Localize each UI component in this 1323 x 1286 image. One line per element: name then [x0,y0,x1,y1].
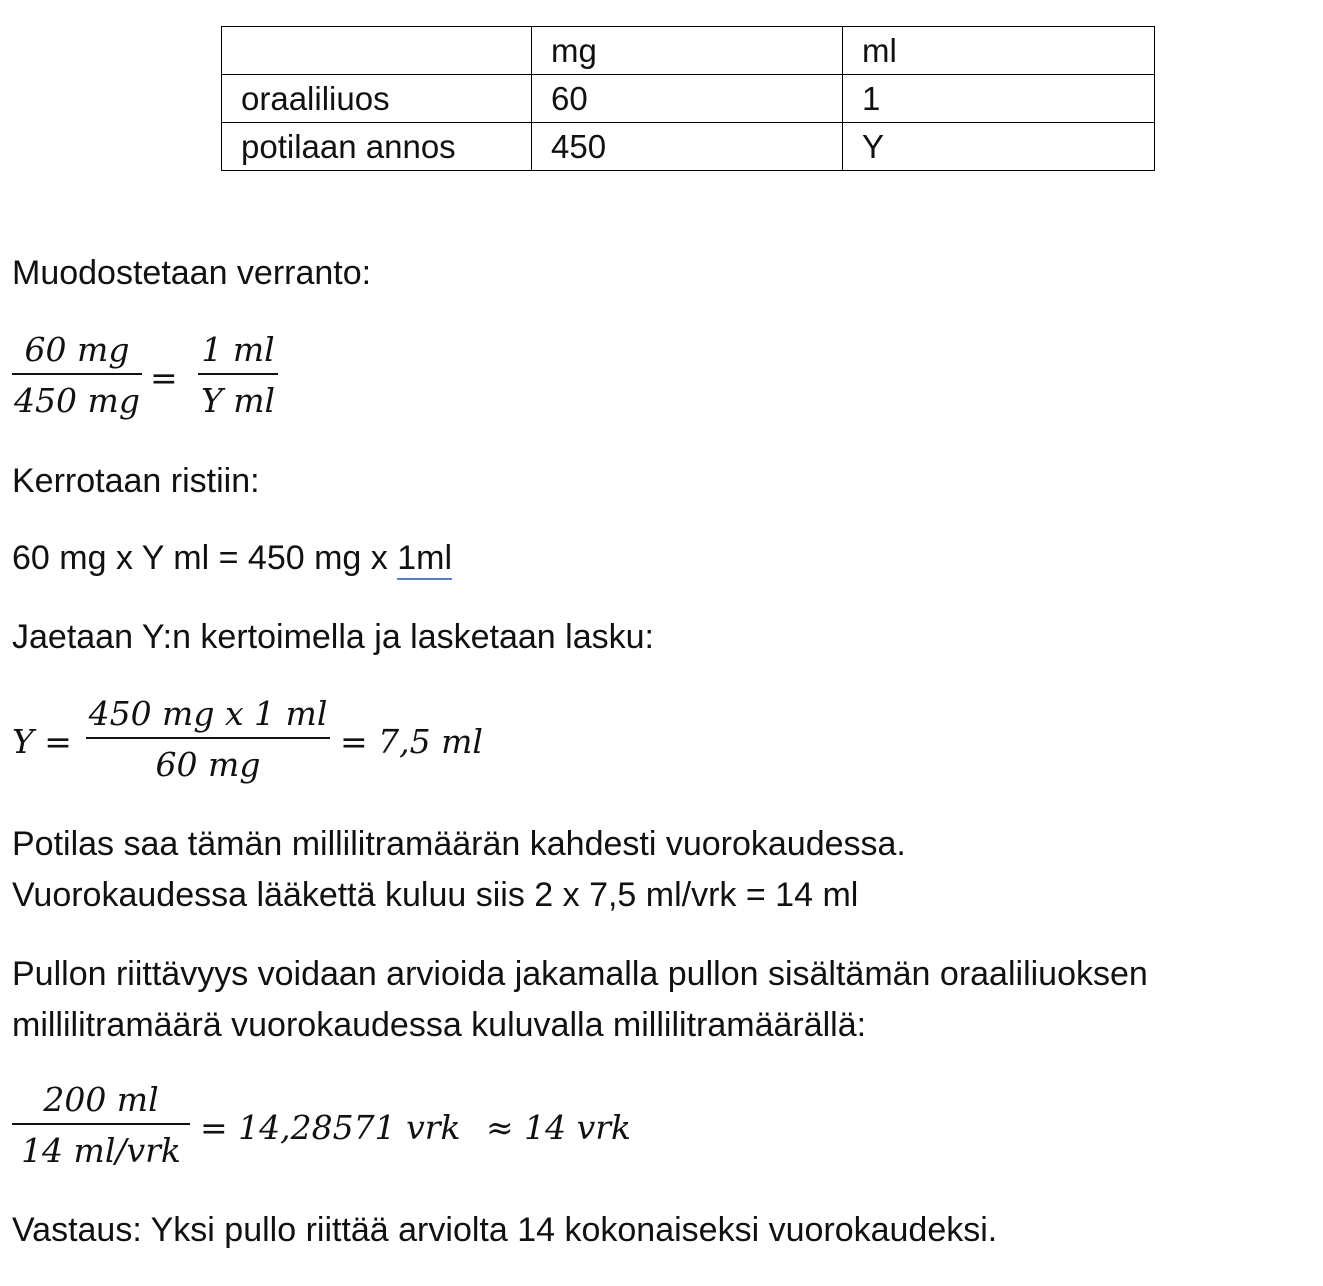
formula-lhs: Y = [12,722,72,761]
fraction-bar [12,1123,190,1125]
daily-dose-line-2: Vuorokaudessa lääkettä kuluu siis 2 x 7,5 ml/vrk = 14 ml [12,876,859,914]
table-row [222,75,1155,123]
fraction-denominator: Y ml [200,381,276,420]
bottle-text-line-1: Pullon riittävyys voidaan arvioida jakamalla pullon sisältämän oraaliliuoksen [12,955,1148,993]
table-cell: 450 [532,123,843,171]
bottle-fraction [12,1080,190,1170]
proportion-right-fraction [198,330,278,420]
bottle-approx: ≈ 14 vrk [486,1108,632,1147]
bottle-text-line-2: millilitramäärä vuorokaudessa kuluvalla millilitramäärällä: [12,1006,867,1044]
fraction-bar [198,373,278,375]
fraction-denominator: 14 ml/vrk [21,1131,181,1170]
daily-dose-line-1: Potilas saa tämän millilitramäärän kahdesti vuorokaudessa. [12,825,906,863]
table-header-cell: mg [532,27,843,75]
table-row [222,123,1155,171]
formula-result: = 7,5 ml [340,722,483,761]
cross-equation [12,538,452,579]
table-cell: Y [843,123,1155,171]
table-cell: 60 [532,75,843,123]
cross-multiply-text: Kerrotaan ristiin: [12,462,260,500]
proportion-left-fraction [12,330,142,420]
table-cell: oraaliliuos [222,75,532,123]
solve-fraction [86,694,330,784]
fraction-numerator: 60 mg [24,330,130,369]
fraction-numerator: 200 ml [43,1080,159,1119]
table-header-row [222,27,1155,75]
table-cell: potilaan annos [222,123,532,171]
bottle-result: = 14,28571 vrk [200,1108,461,1147]
fraction-bar [12,373,142,375]
table-header-cell: ml [843,27,1155,75]
table-header-cell [222,27,532,75]
dosage-table [221,26,1155,171]
fraction-numerator: 1 ml [201,330,275,369]
table-cell: 1 [843,75,1155,123]
fraction-denominator: 450 mg [14,381,140,420]
equals-sign: = [150,358,178,397]
spellcheck-underlined-text: 1ml [397,539,452,580]
fraction-bar [86,737,330,739]
fraction-denominator: 60 mg [155,745,261,784]
divide-text: Jaetaan Y:n kertoimella ja lasketaan lasku: [12,618,654,656]
fraction-numerator: 450 mg x 1 ml [88,694,328,733]
equation-text: 60 mg x Y ml = 450 mg x [12,539,398,577]
intro-text: Muodostetaan verranto: [12,254,372,292]
answer-text: Vastaus: Yksi pullo riittää arviolta 14 kokonaiseksi vuorokaudeksi. [12,1211,998,1249]
